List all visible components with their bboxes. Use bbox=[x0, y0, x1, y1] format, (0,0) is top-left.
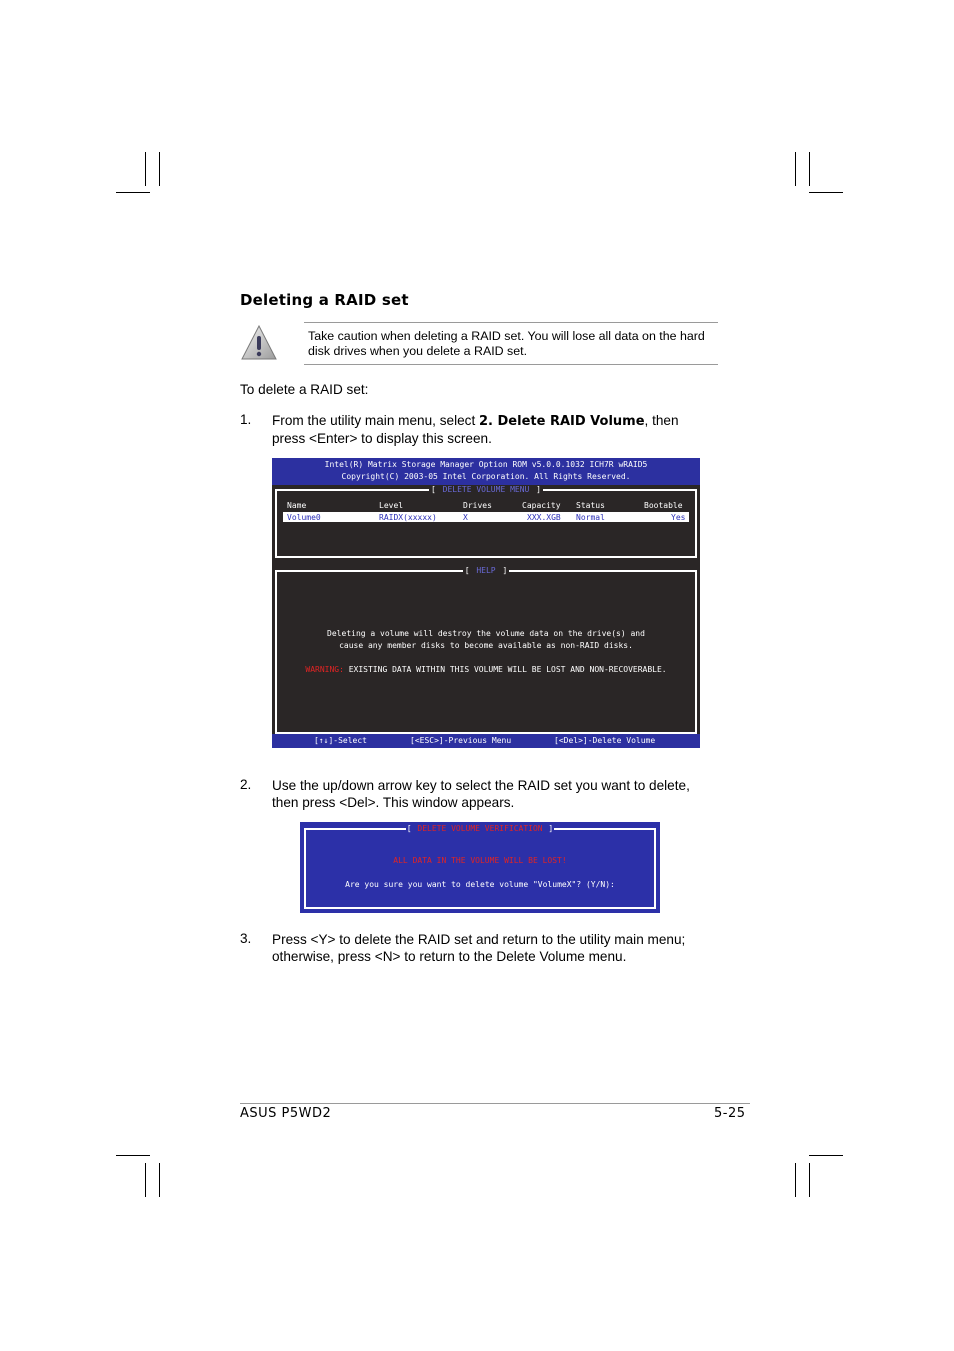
warning-label: WARNING: bbox=[305, 665, 344, 674]
volume-status: Normal bbox=[576, 513, 605, 522]
delete-volume-screen bbox=[272, 458, 700, 748]
volume-level: RAIDX(xxxxx) bbox=[379, 513, 437, 522]
column-header: Bootable bbox=[644, 501, 683, 510]
crop-mark bbox=[809, 1163, 810, 1197]
step-text: From the utility main menu, select bbox=[272, 413, 479, 428]
step-text: Press <Y> to delete the RAID set and return to the utility main menu; bbox=[272, 932, 686, 947]
volume-name: Volume0 bbox=[287, 513, 321, 522]
step-text: , then bbox=[644, 413, 679, 428]
warning-text: EXISTING DATA WITHIN THIS VOLUME WILL BE LOST AND NON-RECOVERABLE. bbox=[343, 665, 667, 674]
bios-copyright: Copyright(C) 2003-05 Intel Corporation. All Rights Reserved. bbox=[341, 472, 631, 481]
dialog-title: [ DELETE VOLUME VERIFICATION ] bbox=[406, 824, 554, 833]
step-3-text bbox=[272, 931, 685, 965]
help-panel bbox=[275, 566, 697, 734]
crop-mark bbox=[809, 1155, 843, 1156]
help-title-text: HELP bbox=[476, 566, 496, 575]
bios-title-bar bbox=[272, 458, 700, 485]
crop-mark bbox=[795, 1163, 796, 1197]
key-legend bbox=[272, 734, 700, 748]
page-number: 5-25 bbox=[714, 1106, 746, 1121]
crop-mark bbox=[116, 192, 150, 193]
warning-triangle-icon bbox=[240, 324, 278, 362]
footer-product: ASUS P5WD2 bbox=[240, 1106, 332, 1121]
crop-mark bbox=[159, 1163, 160, 1197]
menu-title: [ DELETE VOLUME MENU ] bbox=[431, 485, 541, 494]
step-text: then press <Del>. This window appears. bbox=[272, 795, 515, 810]
data-loss-alert: ALL DATA IN THE VOLUME WILL BE LOST! bbox=[393, 856, 567, 865]
crop-mark bbox=[145, 1163, 146, 1197]
step-text: press <Enter> to display this screen. bbox=[272, 431, 492, 446]
volume-drives: X bbox=[463, 513, 468, 522]
caution-note bbox=[240, 322, 718, 365]
divider bbox=[304, 364, 718, 365]
menu-reference: 2. Delete RAID Volume bbox=[479, 414, 645, 429]
crop-mark bbox=[809, 152, 810, 186]
warning-line bbox=[277, 665, 695, 674]
intro-text: To delete a RAID set: bbox=[240, 382, 369, 397]
step-number: 3. bbox=[240, 931, 252, 946]
step-text: otherwise, press <N> to return to the Delete Volume menu. bbox=[272, 949, 627, 964]
step-number: 1. bbox=[240, 412, 252, 427]
key-previous-menu: [<ESC>]-Previous Menu bbox=[410, 736, 512, 745]
volume-bootable: Yes bbox=[671, 513, 686, 522]
volume-capacity: XXX.XGB bbox=[527, 513, 561, 522]
menu-title-text: DELETE VOLUME MENU bbox=[442, 485, 530, 494]
crop-mark bbox=[145, 152, 146, 186]
step-number: 2. bbox=[240, 777, 252, 792]
step-text: Use the up/down arrow key to select the RAID set you want to delete, bbox=[272, 778, 690, 793]
help-title: [ HELP ] bbox=[464, 566, 508, 575]
column-header: Drives bbox=[463, 501, 492, 510]
confirm-prompt[interactable]: Are you sure you want to delete volume "VolumeX"? (Y/N): bbox=[345, 880, 615, 889]
dialog-title-text: DELETE VOLUME VERIFICATION bbox=[417, 824, 543, 833]
caution-text: Take caution when deleting a RAID set. You will lose all data on the hard disk drives when you delete a RAID set. bbox=[308, 329, 705, 358]
table-row[interactable] bbox=[283, 512, 689, 522]
key-select: [↑↓]-Select bbox=[314, 736, 367, 745]
delete-volume-verification-dialog bbox=[300, 822, 660, 913]
footer-divider bbox=[240, 1103, 750, 1104]
divider bbox=[304, 322, 718, 323]
column-header: Level bbox=[379, 501, 404, 510]
delete-volume-menu bbox=[275, 485, 697, 558]
help-text: cause any member disks to become available as non-RAID disks. bbox=[339, 641, 633, 650]
column-header: Status bbox=[576, 501, 605, 510]
step-1-text bbox=[272, 412, 679, 447]
crop-mark bbox=[159, 152, 160, 186]
section-heading: Deleting a RAID set bbox=[240, 291, 409, 309]
column-header: Name bbox=[287, 501, 307, 510]
bios-title: Intel(R) Matrix Storage Manager Option ROM v5.0.0.1032 ICH7R wRAID5 bbox=[324, 460, 648, 469]
crop-mark bbox=[116, 1155, 150, 1156]
crop-mark bbox=[795, 152, 796, 186]
crop-mark bbox=[809, 192, 843, 193]
key-delete-volume: [<Del>]-Delete Volume bbox=[554, 736, 656, 745]
column-header: Capacity bbox=[522, 501, 561, 510]
help-text: Deleting a volume will destroy the volume data on the drive(s) and bbox=[327, 629, 645, 638]
dialog-frame bbox=[304, 824, 656, 909]
step-2-text bbox=[272, 777, 690, 811]
